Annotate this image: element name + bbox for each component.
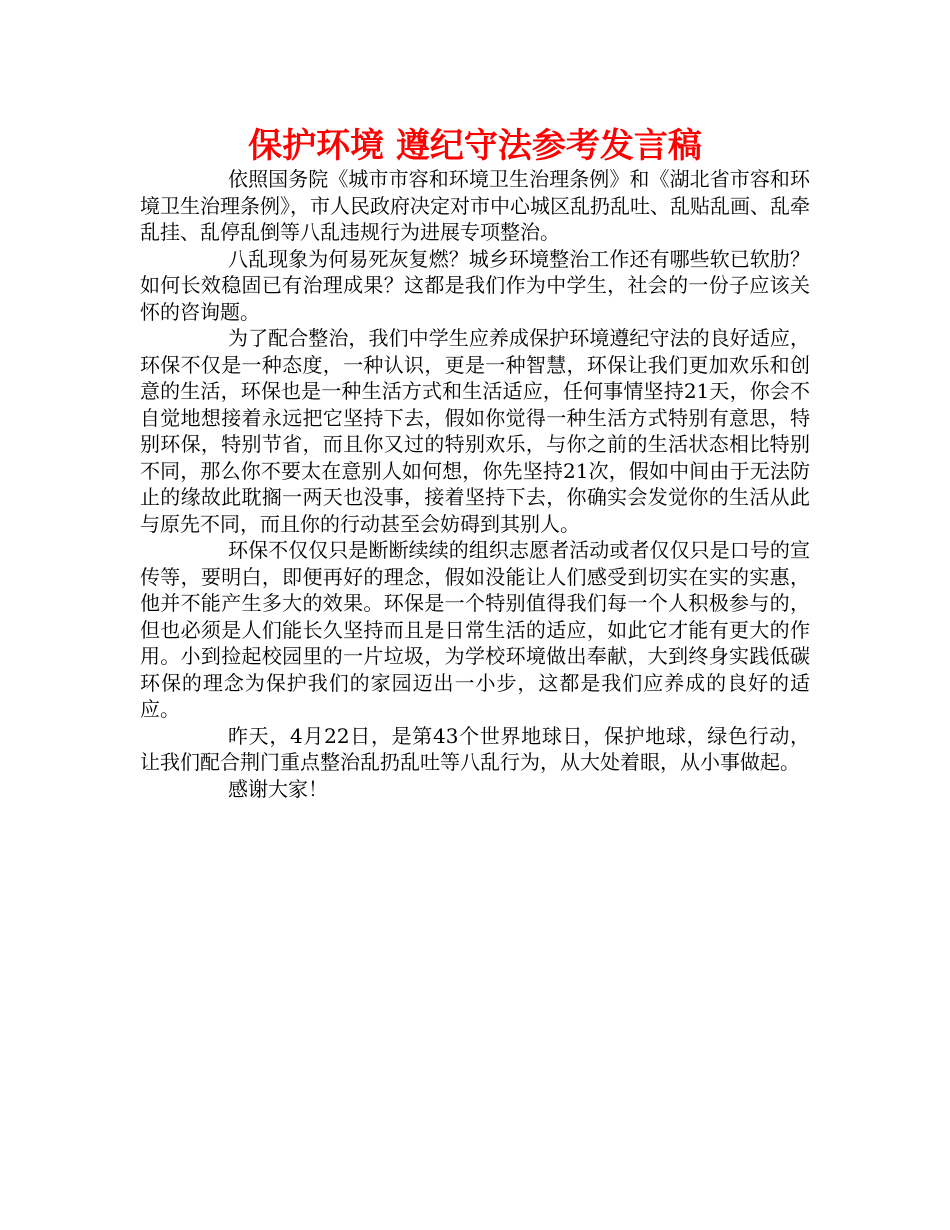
- document-body: [140, 166, 810, 802]
- paragraph-regulation-intro: 依照国务院《城市市容和环境卫生治理条例》和《湖北省市容和环境卫生治理条例》，市人民政府决定对市中心城区乱扔乱吐、乱贴乱画、乱牵乱挂、乱停乱倒等八乱违规行为进展专项整治。: [140, 167, 810, 244]
- paragraph-thanks: 感谢大家！: [228, 776, 328, 801]
- paragraph-habits: 为了配合整治，我们中学生应养成保护环境遵纪守法的良好适应，环保不仅是一种态度，一种认识，更是一种智慧，环保让我们更加欢乐和创意的生活，环保也是一种生活方式和生活适应，任何事情坚持21天，你会不自觉地想接着永远把它坚持下去，假如你觉得一种生活方式特别有意思，特别环保，特别节省，而且你又过的特别欢乐，与你之前的生活状态相比特别不同，那么你不要太在意别人如何想，你先坚持21次，假如中间由于无法防止的缘故此耽搁一两天也没事，接着坚持下去，你确实会发觉你的生活从此与原先不同，而且你的行动甚至会妨碍到其别人。: [140, 326, 810, 536]
- paragraph-questions: 八乱现象为何易死灰复燃？城乡环境整治工作还有哪些软已软肋？如何长效稳固已有治理成果？这都是我们作为中学生，社会的一份子应该关怀的咨询题。: [140, 246, 810, 324]
- paragraph-earth-day: 昨天，4月22日，是第43个世界地球日，保护地球，绿色行动，让我们配合荆门重点整治乱扔乱吐等八乱行为，从大处着眼，从小事做起。: [140, 723, 810, 774]
- document-title: 保护环境 遵纪守法参考发言稿: [248, 126, 702, 166]
- paragraph-participation: 环保不仅仅只是断断续续的组织志愿者活动或者仅仅只是口号的宣传等，要明白，即便再好的理念，假如没能让人们感受到切实在实的实惠，他并不能产生多大的效果。环保是一个特别值得我们每一个人积极参与的，但也必须是人们能长久坚持而且是日常生活的适应，如此它才能有更大的作用。小到捡起校园里的一片垃圾，为学校环境做出奉献，大到终身实践低碳环保的理念为保护我们的家园迈出一小步，这都是我们应养成的良好的适应。: [140, 538, 810, 721]
